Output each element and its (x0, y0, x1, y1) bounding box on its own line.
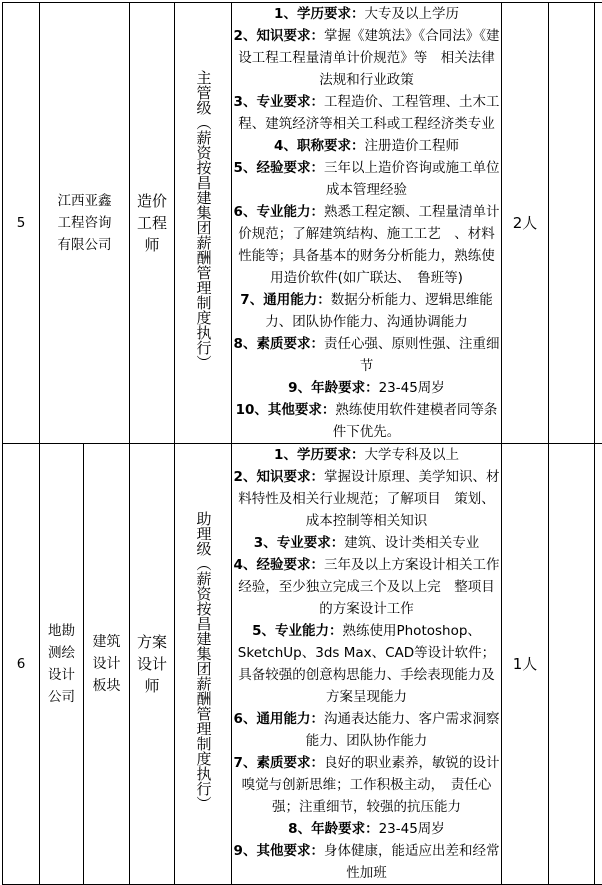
requirement-item (232, 466, 501, 532)
recruitment-table (2, 2, 602, 885)
empty-cell (595, 444, 602, 885)
requirement-text: 三年及以上方案设计相关工作经验，至少独立完成三个及以上完 整项目的方案设计工作 (238, 557, 499, 617)
requirement-item (232, 135, 501, 157)
level-text: 助理级（薪资按昌建集团薪酬管理制度执行） (193, 511, 214, 811)
requirement-label: 1、学历要求： (274, 6, 364, 22)
level-cell (175, 444, 232, 885)
requirement-label: 4、职称要求： (274, 138, 364, 154)
requirement-label: 8、年龄要求： (288, 821, 378, 837)
requirement-text: 建筑、设计类相关专业 (344, 535, 479, 551)
requirement-text: 数据分析能力、逻辑思维能力、团队协作能力、沟通协调能力 (265, 292, 492, 330)
requirement-label: 2、知识要求： (234, 28, 324, 44)
position-cell (130, 444, 175, 885)
empty-cell (549, 444, 595, 885)
requirement-text: 熟练使用Photoshop、SketchUp、3ds Max、CAD等设计软件；具备较强的创意构思能力、手绘表现能力及方案呈现能力 (238, 623, 495, 705)
row-index: 6 (3, 444, 40, 885)
requirement-item (232, 157, 501, 201)
requirement-label: 6、通用能力： (234, 711, 324, 727)
requirement-item (232, 818, 501, 840)
company-name: 地勘测绘设计公司 (40, 620, 83, 708)
requirement-text: 熟悉工程定额、工程量清单计价规范；了解建筑结构、施工工艺 、材料性能等；具备基本的财务分析能力，熟练使用造价软件(如广联达、 鲁班等) (238, 204, 499, 286)
requirements-cell (232, 444, 502, 885)
requirement-label: 7、通用能力： (240, 292, 330, 308)
requirement-text: 沟通表达能力、客户需求洞察能力、团队协作能力 (306, 711, 500, 749)
requirement-label: 9、年龄要求： (288, 380, 378, 396)
level-cell (175, 3, 232, 444)
requirement-label: 1、学历要求： (274, 447, 364, 463)
requirement-label: 3、专业要求： (234, 94, 324, 110)
requirement-item (232, 289, 501, 333)
requirement-label: 3、专业要求： (254, 535, 344, 551)
department-name: 建筑设计板块 (84, 631, 129, 697)
level-text: 主管级（薪资按昌建集团薪酬管理制度执行） (193, 70, 214, 370)
requirement-item (232, 25, 501, 91)
requirement-label: 8、素质要求： (234, 336, 324, 352)
headcount-cell: 1人 (502, 444, 549, 885)
row-index: 5 (3, 3, 40, 444)
requirement-item (232, 201, 501, 289)
requirement-text: 工程造价、工程管理、土木工程、建筑经济等相关工科或工程经济类专业 (238, 94, 499, 132)
department-cell (84, 444, 130, 885)
table-row (3, 444, 602, 885)
requirement-label: 5、专业能力： (252, 623, 342, 639)
requirement-text: 掌握设计原理、美学知识、材料特性及相关行业规范；了解项目 策划、成本控制等相关知识 (238, 469, 499, 529)
requirement-item (232, 377, 501, 399)
requirement-text: 23-45周岁 (379, 380, 445, 396)
requirement-item (232, 444, 501, 466)
requirement-label: 10、其他要求： (236, 402, 336, 418)
requirement-text: 大专及以上学历 (364, 6, 459, 22)
requirement-text: 三年以上造价咨询或施工单位成本管理经验 (324, 160, 500, 198)
requirement-text: 注册造价工程师 (364, 138, 459, 154)
table-row (3, 3, 602, 444)
requirement-label: 6、专业能力： (234, 204, 324, 220)
empty-cell (549, 3, 595, 444)
requirement-item (232, 840, 501, 884)
requirement-text: 身体健康，能适应出差和经常性加班 (324, 843, 500, 881)
requirement-label: 9、其他要求： (234, 843, 324, 859)
requirement-label: 5、经验要求： (234, 160, 324, 176)
requirement-text: 责任心强、原则性强、注重细节 (324, 336, 500, 374)
company-cell (40, 444, 84, 885)
company-name: 江西亚鑫工程咨询有限公司 (40, 190, 129, 256)
requirement-text: 熟练使用软件建模者同等条件下优先。 (333, 402, 498, 440)
requirement-item (232, 399, 501, 443)
requirement-label: 4、经验要求： (234, 557, 324, 573)
requirement-item (232, 620, 501, 708)
requirement-item (232, 752, 501, 818)
requirement-item (232, 91, 501, 135)
requirement-item (232, 3, 501, 25)
requirement-item (232, 708, 501, 752)
requirement-label: 2、知识要求： (234, 469, 324, 485)
position-name: 造价工程师 (130, 190, 174, 256)
requirement-text: 良好的职业素养，敏锐的设计嗅觉与创新思维；工作积极主动， 责任心强；注重细节，较强的抗压能力 (242, 755, 500, 815)
requirement-text: 掌握《建筑法》《合同法》《建设工程工程量清单计价规范》等 相关法律法规和行业政策 (238, 28, 499, 88)
requirement-item (232, 532, 501, 554)
requirement-text: 23-45周岁 (379, 821, 445, 837)
requirement-label: 7、素质要求： (234, 755, 324, 771)
headcount-cell: 2人 (502, 3, 549, 444)
empty-cell (595, 3, 602, 444)
requirement-text: 大学专科及以上 (364, 447, 459, 463)
requirements-list (232, 3, 501, 443)
requirements-cell (232, 3, 502, 444)
position-cell (130, 3, 175, 444)
requirements-list (232, 444, 501, 884)
requirement-item (232, 333, 501, 377)
company-cell (40, 3, 130, 444)
position-name: 方案设计师 (130, 631, 174, 697)
requirement-item (232, 554, 501, 620)
